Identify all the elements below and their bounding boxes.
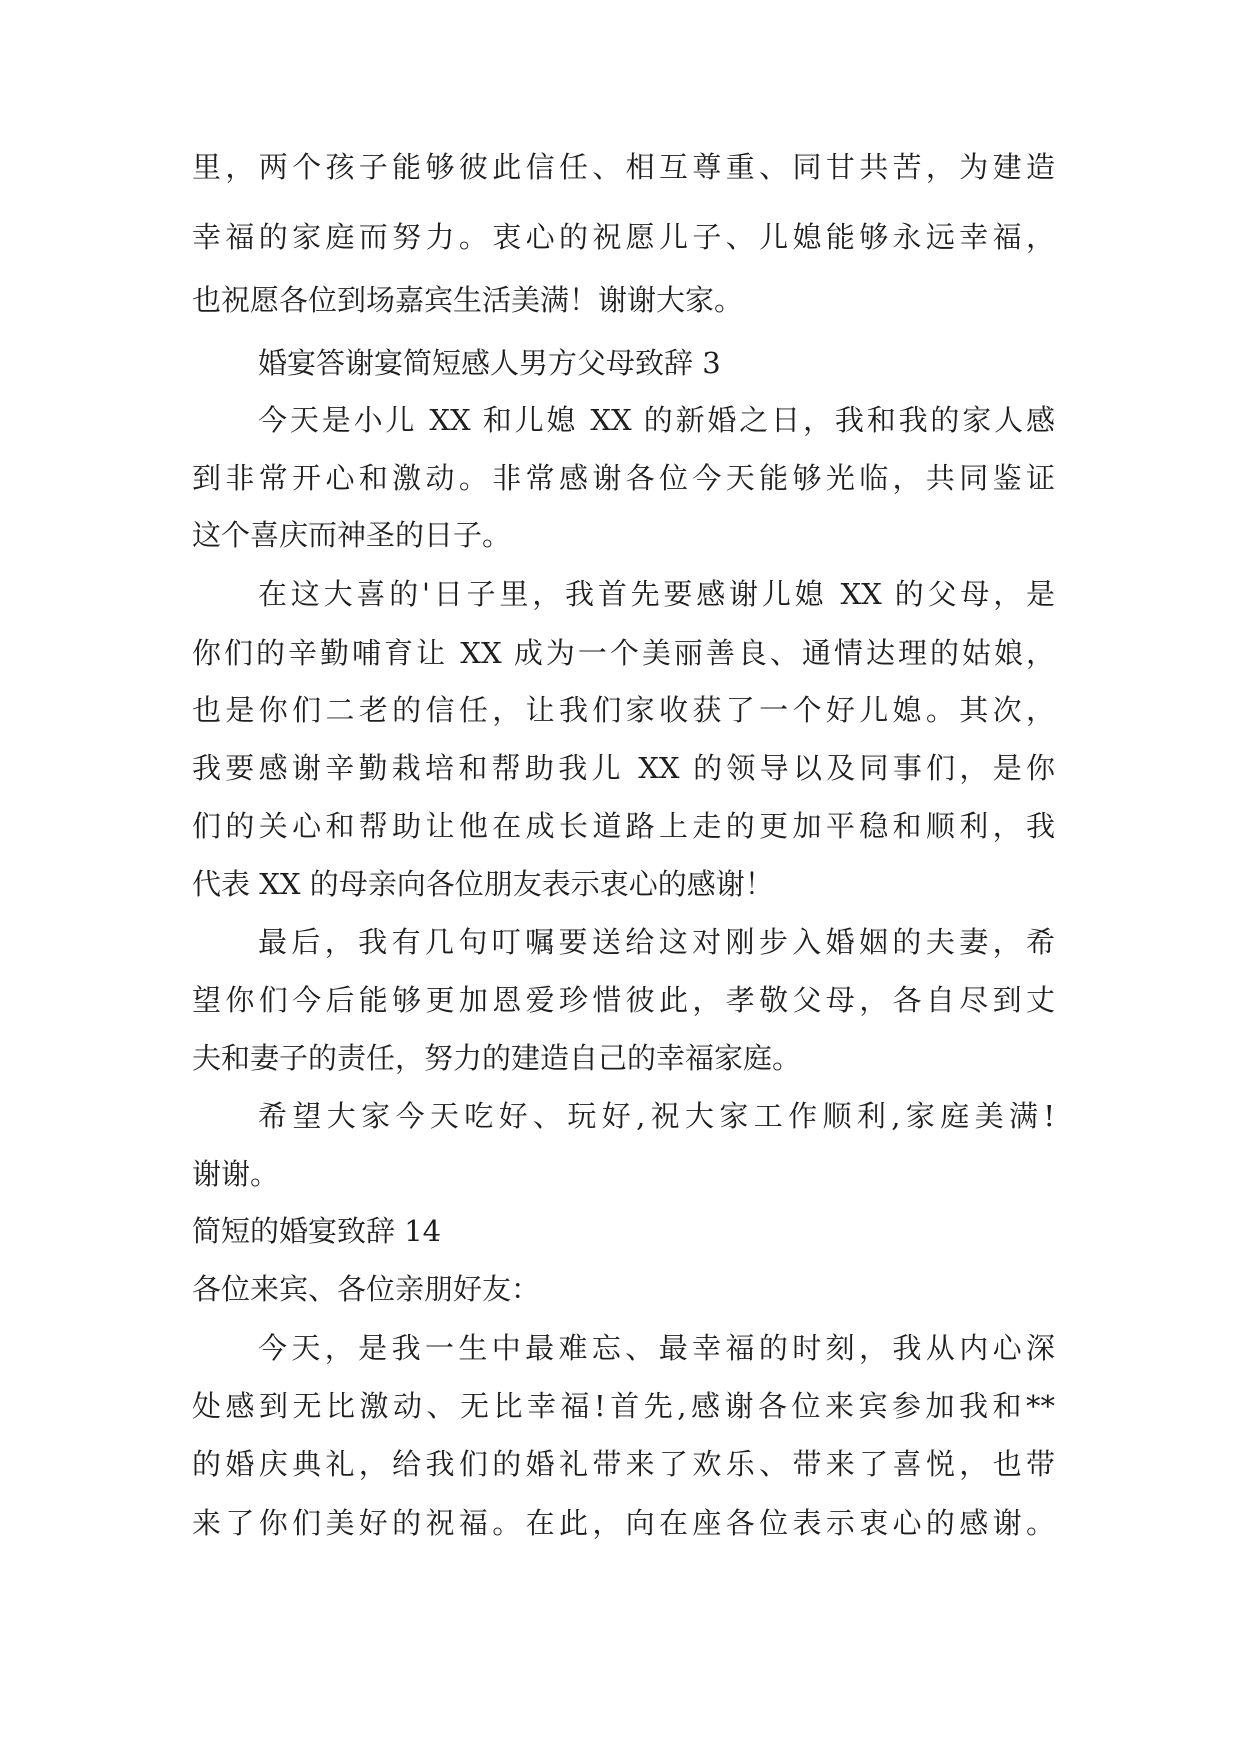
text-line: 的婚庆典礼，给我们的婚礼带来了欢乐、带来了喜悦，也带: [192, 1447, 1055, 1481]
section-heading: 简短的婚宴致辞 14: [192, 1214, 442, 1248]
text-line: 里，两个孩子能够彼此信任、相互尊重、同甘共苦，为建造: [192, 150, 1055, 184]
text-line: 谢谢。: [192, 1157, 280, 1191]
text-line: 最后，我有几句叮嘱要送给这对刚步入婚姻的夫妻，希: [258, 925, 1055, 959]
text-line: 今天是小儿 XX 和儿媳 XX 的新婚之日，我和我的家人感: [258, 403, 1055, 437]
text-line: 幸福的家庭而努力。衷心的祝愿儿子、儿媳能够永远幸福，: [192, 220, 1055, 254]
text-line: 夫和妻子的责任，努力的建造自己的幸福家庭。: [192, 1041, 802, 1075]
text-line: 们的关心和帮助让他在成长道路上走的更加平稳和顺利，我: [192, 809, 1055, 843]
text-line: 我要感谢辛勤栽培和帮助我儿 XX 的领导以及同事们，是你: [192, 751, 1055, 785]
text-line: 代表 XX 的母亲向各位朋友表示衷心的感谢！: [192, 867, 774, 901]
text-line: 处感到无比激动、无比幸福!首先,感谢各位来宾参加我和**: [192, 1389, 1055, 1423]
text-line: 来了你们美好的祝福。在此，向在座各位表示衷心的感谢。: [192, 1506, 1055, 1540]
text-line: 这个喜庆而神圣的日子。: [192, 518, 512, 552]
text-line: 也是你们二老的信任，让我们家收获了一个好儿媳。其次，: [192, 693, 1055, 727]
section-heading: 婚宴答谢宴简短感人男方父母致辞 3: [258, 346, 721, 380]
salutation: 各位来宾、各位亲朋好友：: [192, 1272, 541, 1306]
text-line: 希望大家今天吃好、玩好,祝大家工作顺利,家庭美满!: [258, 1099, 1055, 1133]
text-line: 也祝愿各位到场嘉宾生活美满！谢谢大家。: [192, 283, 744, 317]
text-line: 在这大喜的'日子里，我首先要感谢儿媳 XX 的父母，是: [258, 577, 1055, 611]
text-line: 你们的辛勤哺育让 XX 成为一个美丽善良、通情达理的姑娘，: [192, 636, 1055, 670]
text-line: 望你们今后能够更加恩爱珍惜彼此，孝敬父母，各自尽到丈: [192, 983, 1055, 1017]
text-line: 到非常开心和激动。非常感谢各位今天能够光临，共同鉴证: [192, 461, 1055, 495]
text-line: 今天，是我一生中最难忘、最幸福的时刻，我从内心深: [258, 1331, 1055, 1365]
